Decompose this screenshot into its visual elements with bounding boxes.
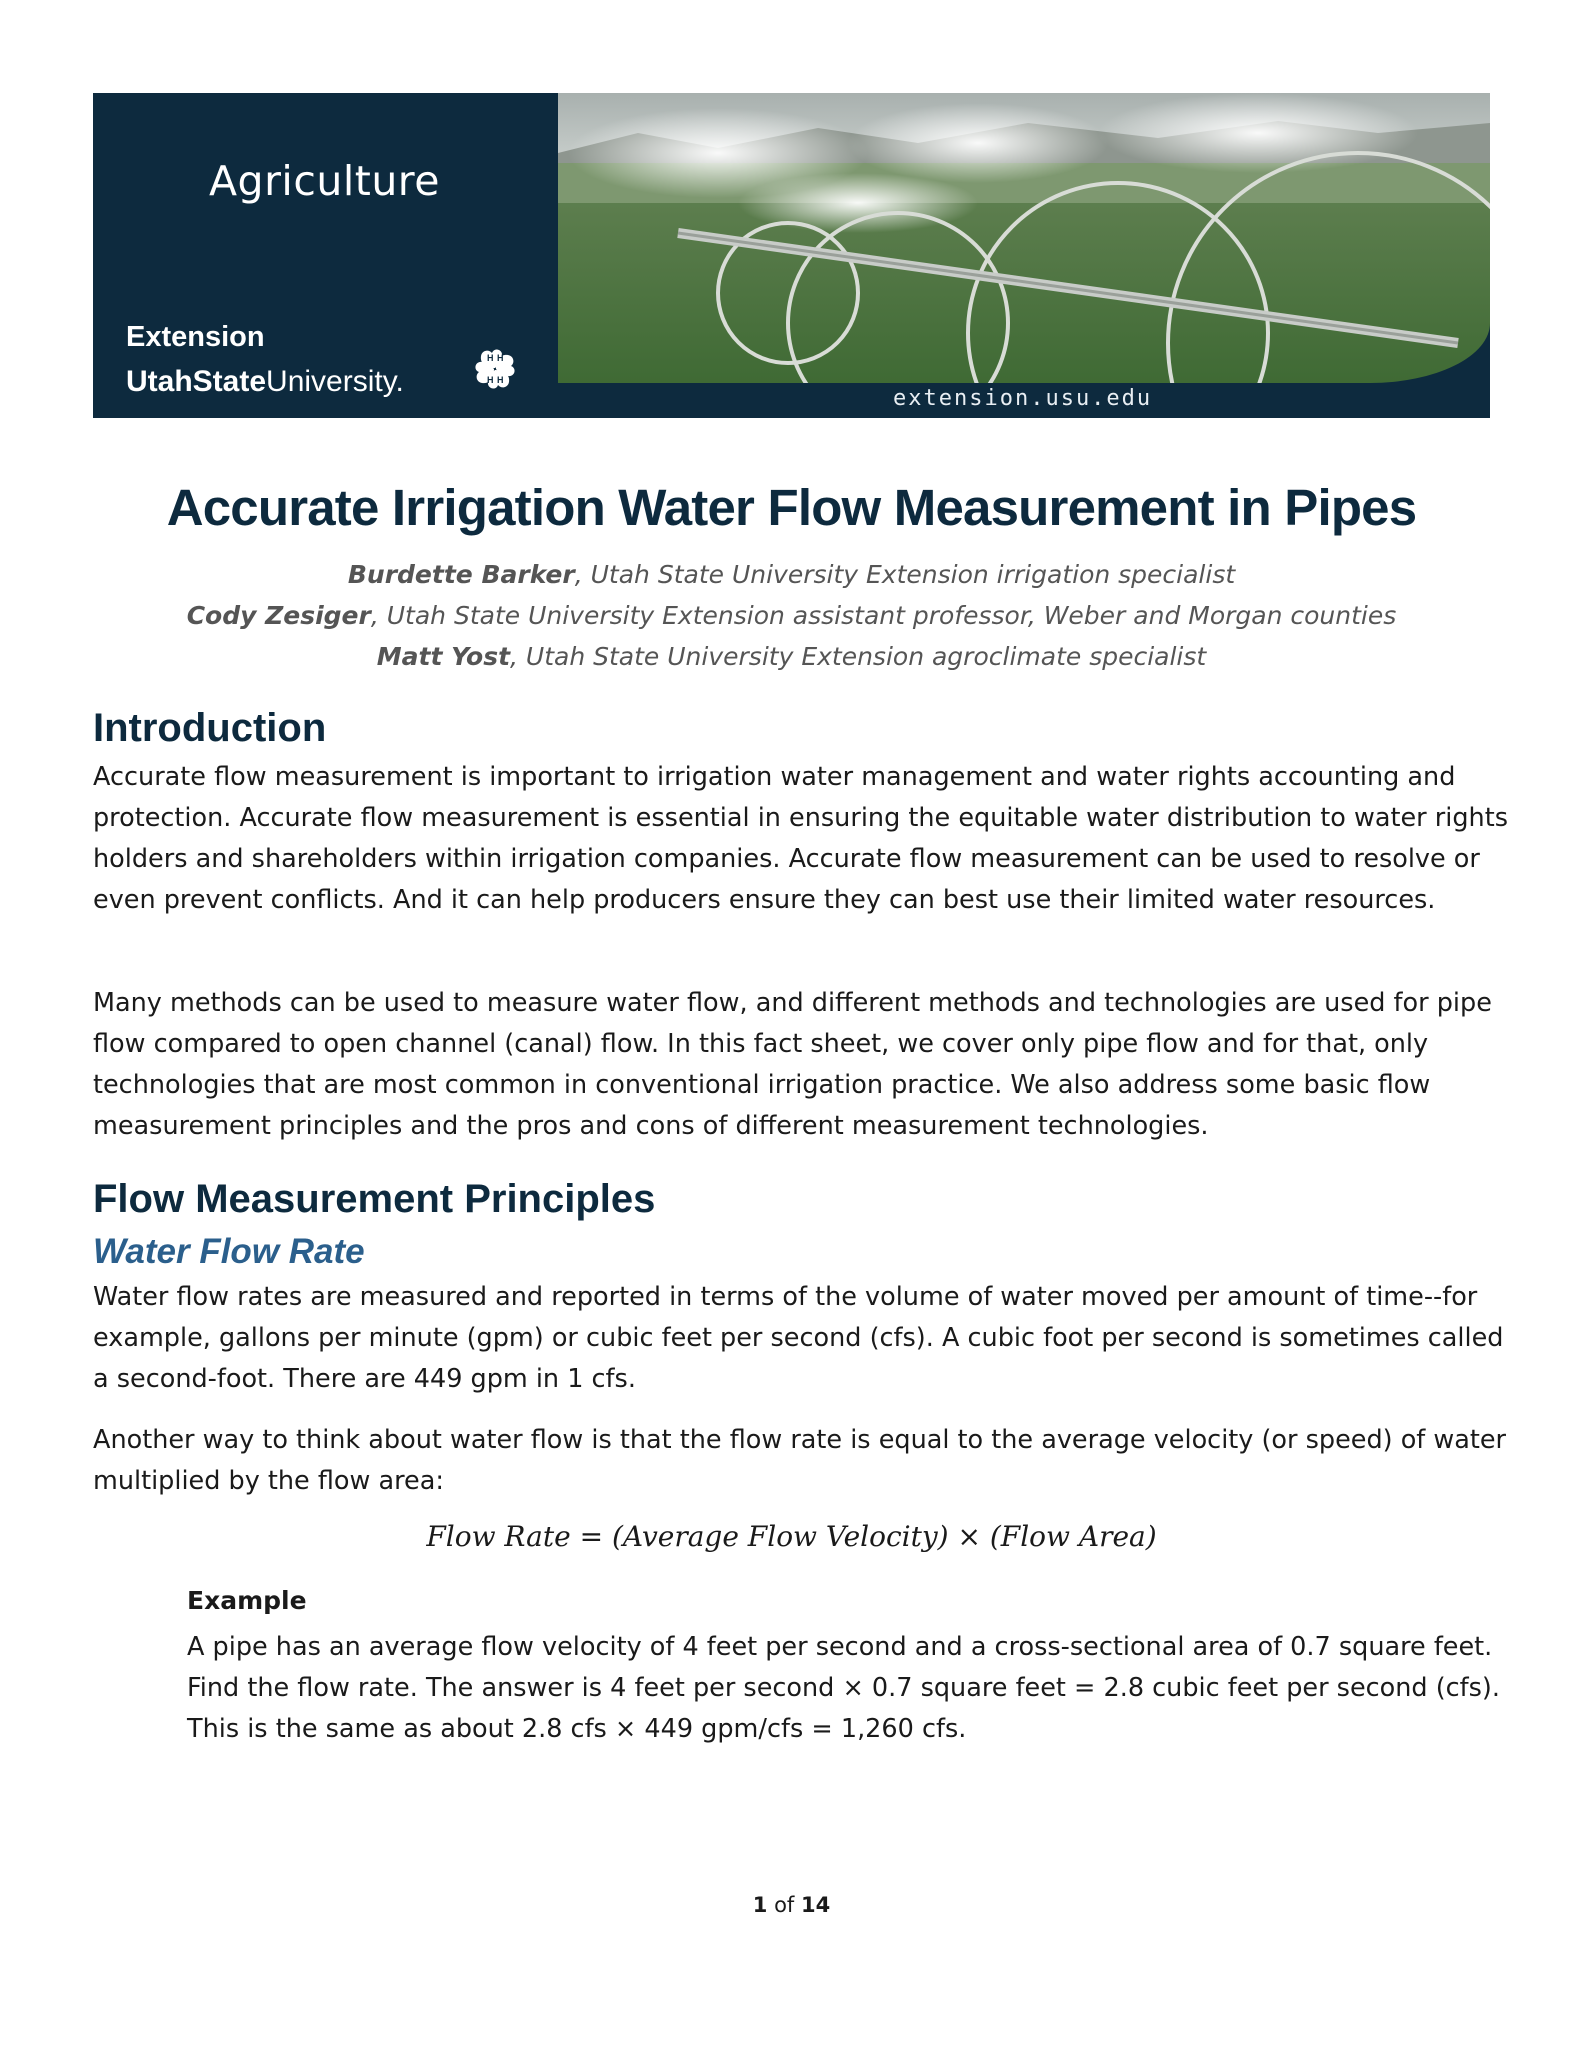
author-name: Matt Yost bbox=[376, 642, 511, 671]
usu-logo-regular: University bbox=[266, 365, 396, 398]
author-role: , Utah State University Extension irrigation specialist bbox=[574, 560, 1236, 589]
4h-clover-icon bbox=[467, 341, 523, 397]
svg-text:H: H bbox=[487, 353, 494, 363]
example-text: A pipe has an average flow velocity of 4 feet per second and a cross-sectional area of 0.7 square feet. Find the flow rate. The answer is 4 feet per second × 0.7 square feet = 2.8 cubic feet per second (cfs). This is the same as about 2.8 cfs × 449 gpm/cfs = 1,260 cfs. bbox=[187, 1632, 1500, 1744]
flow-rate-paragraph-2: Another way to think about water flow is that the flow rate is equal to the average velocity (or speed) of water multiplied by the flow area: bbox=[93, 1425, 1507, 1496]
page-number bbox=[0, 1893, 1583, 1917]
author-list bbox=[0, 554, 1583, 677]
section-heading-principles: Flow Measurement Principles bbox=[93, 1177, 656, 1221]
banner-extension-label: Extension bbox=[126, 321, 265, 353]
author-role: , Utah State University Extension assistant professor, Weber and Morgan counties bbox=[370, 601, 1397, 630]
author-line bbox=[0, 554, 1583, 595]
subheading-water-flow-rate: Water Flow Rate bbox=[93, 1232, 365, 1271]
page-separator: of bbox=[767, 1893, 801, 1917]
banner-category: Agriculture bbox=[209, 157, 440, 205]
svg-text:H: H bbox=[487, 375, 494, 385]
section-heading-introduction: Introduction bbox=[93, 706, 327, 750]
header-banner bbox=[93, 93, 1490, 418]
usu-logo-bold: UtahState bbox=[126, 365, 267, 398]
page-current: 1 bbox=[752, 1893, 768, 1917]
author-name: Cody Zesiger bbox=[186, 601, 371, 630]
usu-logo bbox=[126, 365, 404, 399]
author-name: Burdette Barker bbox=[347, 560, 575, 589]
flow-rate-paragraph-1: Water flow rates are measured and reported in terms of the volume of water moved per amount of time--for example, gallons per minute (gpm) or cubic feet per second (cfs). A cubic foot per second is sometimes called a second-foot. There are 449 gpm in 1 cfs. bbox=[93, 1282, 1504, 1394]
example-heading: Example bbox=[187, 1586, 307, 1615]
banner-url: extension.usu.edu bbox=[893, 386, 1153, 411]
svg-text:H: H bbox=[497, 353, 504, 363]
irrigation-sprinkler-photo bbox=[558, 93, 1490, 383]
intro-paragraph-2: Many methods can be used to measure water flow, and different methods and technologies are used for pipe flow compared to open channel (canal) flow. In this fact sheet, we cover only pipe flow and for that, only technologies that are most common in conventional irrigation practice. We also address some basic flow measurement principles and the pros and cons of different measurement technologies. bbox=[93, 988, 1492, 1141]
document-title: Accurate Irrigation Water Flow Measurement in Pipes bbox=[166, 479, 1417, 536]
page-total: 14 bbox=[800, 1893, 831, 1917]
author-line bbox=[0, 595, 1583, 636]
usu-logo-mark: . bbox=[395, 365, 404, 398]
author-role: , Utah State University Extension agroclimate specialist bbox=[510, 642, 1207, 671]
intro-paragraph-1: Accurate flow measurement is important to irrigation water management and water rights accounting and protection. Accurate flow measurement is essential in ensuring the equitable water distribution to water rights holders and shareholders within irrigation companies. Accurate flow measurement can be used to resolve or even prevent conflicts. And it can help producers ensure they can best use their limited water resources. bbox=[93, 762, 1508, 915]
author-line bbox=[0, 636, 1583, 677]
banner-brand-panel bbox=[93, 93, 558, 418]
flow-rate-equation: Flow Rate = (Average Flow Velocity) × (Flow Area) bbox=[426, 1520, 1157, 1553]
svg-text:H: H bbox=[497, 375, 504, 385]
